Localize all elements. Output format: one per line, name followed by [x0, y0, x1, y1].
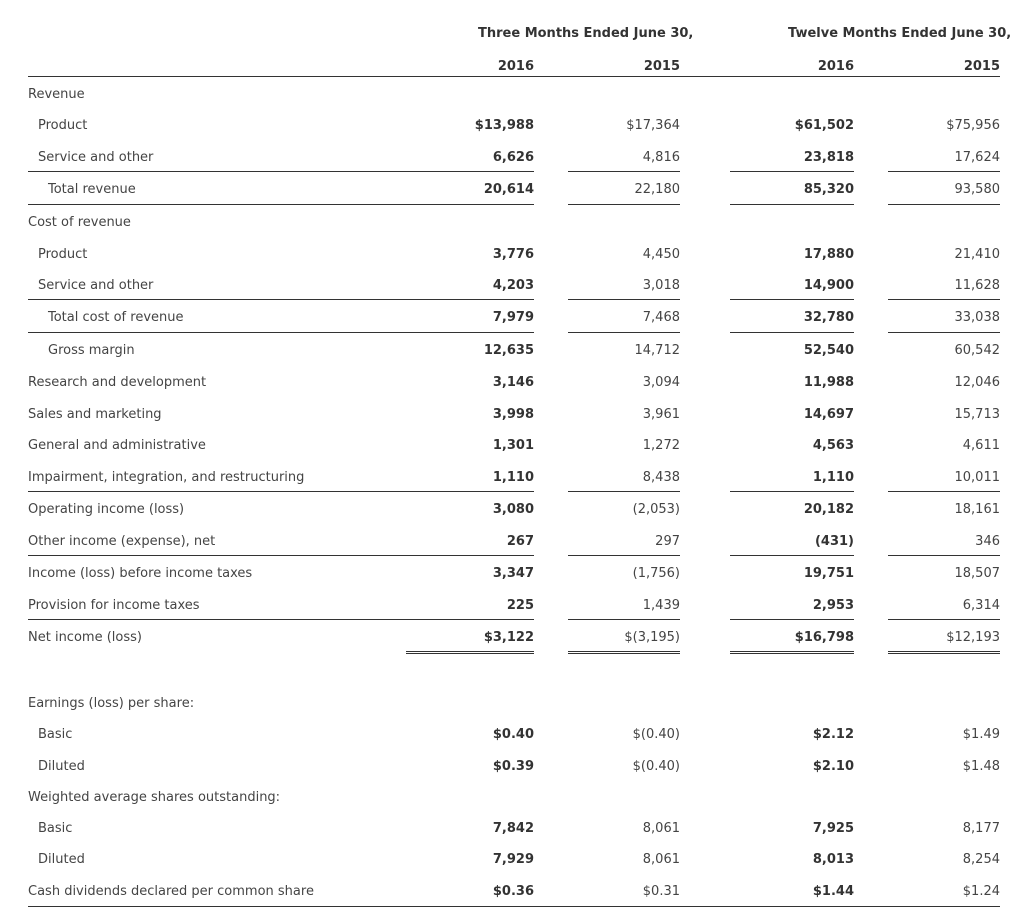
underline-rule [730, 491, 854, 492]
underline-rule [730, 299, 854, 300]
table-header [0, 0, 1024, 74]
row-value: 346 [975, 534, 1000, 549]
row-label: Weighted average shares outstanding: [28, 790, 281, 805]
row-value: $(0.40) [632, 727, 680, 742]
row-value: $1.49 [962, 727, 1000, 742]
row-value: 4,563 [812, 438, 854, 453]
table-row [0, 782, 1024, 814]
double-underline-rule [568, 651, 680, 654]
underline-rule [28, 555, 534, 556]
row-value: $17,364 [626, 118, 680, 133]
row-value: $12,193 [946, 630, 1000, 645]
row-value: 21,410 [954, 247, 1000, 262]
row-label: Sales and marketing [28, 407, 162, 422]
row-value: $1.48 [962, 759, 1000, 774]
underline-rule [568, 171, 680, 172]
row-value: 1,272 [642, 438, 680, 453]
row-label: Operating income (loss) [28, 502, 185, 517]
row-value: 4,450 [642, 247, 680, 262]
underline-rule [888, 171, 1000, 172]
header-year: 2015 [963, 59, 1000, 74]
row-label: Cost of revenue [28, 215, 131, 230]
row-label: Net income (loss) [28, 630, 142, 645]
row-value: 15,713 [954, 407, 1000, 422]
row-label: Total cost of revenue [48, 310, 184, 325]
row-value: 2,953 [812, 598, 854, 613]
row-value: 7,929 [492, 852, 534, 867]
row-value: $16,798 [794, 630, 854, 645]
row-value: 33,038 [954, 310, 1000, 325]
row-value: $1.44 [812, 884, 854, 899]
row-label: Service and other [38, 278, 154, 293]
table-row [0, 79, 1024, 111]
table-row [0, 110, 1024, 142]
row-value: $(0.40) [632, 759, 680, 774]
underline-rule [568, 555, 680, 556]
row-value: 3,776 [492, 247, 534, 262]
underline-rule [730, 332, 854, 333]
double-underline-rule [406, 651, 534, 654]
row-value: 10,011 [954, 470, 1000, 485]
row-value: 20,614 [483, 182, 534, 197]
underline-rule [730, 204, 854, 205]
row-value: 32,780 [803, 310, 854, 325]
table-row [0, 494, 1024, 526]
underline-rule [28, 906, 1000, 907]
row-value: 3,961 [642, 407, 680, 422]
row-label: Revenue [28, 87, 85, 102]
underline-rule [730, 555, 854, 556]
row-label: Product [38, 247, 88, 262]
row-value: 7,468 [642, 310, 680, 325]
row-value: 8,177 [962, 821, 1000, 836]
row-label: General and administrative [28, 438, 206, 453]
row-value: 3,080 [492, 502, 534, 517]
row-label: Basic [38, 727, 73, 742]
double-underline-rule [730, 651, 854, 654]
row-value: 3,018 [642, 278, 680, 293]
row-value: 85,320 [803, 182, 854, 197]
table-row [0, 399, 1024, 431]
row-label: Product [38, 118, 88, 133]
underline-rule [568, 332, 680, 333]
row-value: 6,626 [492, 150, 534, 165]
row-label: Gross margin [48, 343, 135, 358]
row-value: 14,900 [803, 278, 854, 293]
underline-rule [568, 204, 680, 205]
table-row [0, 558, 1024, 590]
row-value: 3,998 [492, 407, 534, 422]
row-value: $0.36 [492, 884, 534, 899]
table-row [0, 174, 1024, 206]
row-value: $0.31 [642, 884, 680, 899]
row-value: $1.24 [962, 884, 1000, 899]
underline-rule [888, 204, 1000, 205]
row-value: 12,046 [954, 375, 1000, 390]
row-value: $2.10 [812, 759, 854, 774]
underline-rule [888, 491, 1000, 492]
row-value: 17,624 [954, 150, 1000, 165]
table-row [0, 590, 1024, 622]
table-row [0, 335, 1024, 367]
header-group-twelve-months: Twelve Months Ended June 30, [788, 26, 1012, 41]
table-row [0, 239, 1024, 271]
underline-rule [568, 491, 680, 492]
row-value: 14,697 [803, 407, 854, 422]
row-value: 60,542 [954, 343, 1000, 358]
table-row [0, 302, 1024, 334]
row-value: 267 [506, 534, 534, 549]
table-row [0, 751, 1024, 783]
row-value: 1,301 [492, 438, 534, 453]
double-underline-rule [888, 651, 1000, 654]
row-value: $2.12 [812, 727, 854, 742]
table-row [0, 688, 1024, 720]
row-value: $75,956 [946, 118, 1000, 133]
row-label: Earnings (loss) per share: [28, 696, 195, 711]
row-value: 3,094 [642, 375, 680, 390]
table-row [0, 622, 1024, 654]
table-row [0, 430, 1024, 462]
underline-rule [28, 491, 534, 492]
row-value: 3,347 [492, 566, 534, 581]
row-value: (2,053) [632, 502, 680, 517]
underline-rule [888, 299, 1000, 300]
row-value: 8,013 [812, 852, 854, 867]
row-value: 18,507 [954, 566, 1000, 581]
underline-rule [28, 332, 534, 333]
row-value: 7,842 [492, 821, 534, 836]
table-row [0, 876, 1024, 908]
underline-rule [568, 619, 680, 620]
underline-rule [28, 619, 534, 620]
row-value: $61,502 [794, 118, 854, 133]
row-value: (1,756) [632, 566, 680, 581]
row-value: $(3,195) [624, 630, 680, 645]
row-label: Diluted [38, 852, 85, 867]
underline-rule [28, 204, 534, 205]
table-row [0, 367, 1024, 399]
row-value: 52,540 [803, 343, 854, 358]
row-label: Impairment, integration, and restructuring [28, 470, 305, 485]
table-row [0, 207, 1024, 239]
row-value: 7,925 [812, 821, 854, 836]
underline-rule [888, 619, 1000, 620]
row-value: 17,880 [803, 247, 854, 262]
underline-rule [888, 332, 1000, 333]
row-label: Research and development [28, 375, 207, 390]
row-label: Income (loss) before income taxes [28, 566, 253, 581]
row-value: $0.40 [492, 727, 534, 742]
row-value: 7,979 [492, 310, 534, 325]
underline-rule [730, 619, 854, 620]
row-value: 225 [506, 598, 534, 613]
row-value: 11,628 [954, 278, 1000, 293]
row-value: 18,161 [954, 502, 1000, 517]
row-value: 8,254 [962, 852, 1000, 867]
row-value: 8,438 [642, 470, 680, 485]
table-row [0, 719, 1024, 751]
row-label: Diluted [38, 759, 85, 774]
row-value: 22,180 [634, 182, 680, 197]
row-value: 12,635 [483, 343, 534, 358]
row-value: 1,110 [812, 470, 854, 485]
row-value: 11,988 [803, 375, 854, 390]
row-value: (431) [814, 534, 854, 549]
underline-rule [28, 171, 534, 172]
table-row [0, 142, 1024, 174]
row-value: 8,061 [642, 852, 680, 867]
row-value: 3,146 [492, 375, 534, 390]
table-row [0, 813, 1024, 845]
header-rule [28, 76, 1000, 77]
row-value: 14,712 [634, 343, 680, 358]
row-label: Service and other [38, 150, 154, 165]
table-row [0, 844, 1024, 876]
row-label: Total revenue [48, 182, 136, 197]
table-row [0, 526, 1024, 558]
row-label: Cash dividends declared per common share [28, 884, 314, 899]
row-value: 1,439 [642, 598, 680, 613]
row-value: 20,182 [803, 502, 854, 517]
row-label: Other income (expense), net [28, 534, 216, 549]
header-year: 2015 [643, 59, 680, 74]
underline-rule [568, 299, 680, 300]
row-value: 19,751 [803, 566, 854, 581]
header-year: 2016 [817, 59, 854, 74]
row-value: 4,611 [962, 438, 1000, 453]
row-value: 23,818 [803, 150, 854, 165]
row-value: 4,203 [492, 278, 534, 293]
header-group-three-months: Three Months Ended June 30, [478, 26, 694, 41]
row-value: 4,816 [642, 150, 680, 165]
row-value: 6,314 [962, 598, 1000, 613]
row-label: Provision for income taxes [28, 598, 200, 613]
row-value: 297 [655, 534, 680, 549]
row-value: $3,122 [483, 630, 534, 645]
table-row [0, 462, 1024, 494]
underline-rule [730, 171, 854, 172]
row-value: 1,110 [492, 470, 534, 485]
row-value: $13,988 [474, 118, 534, 133]
row-value: $0.39 [492, 759, 534, 774]
underline-rule [28, 299, 534, 300]
row-value: 93,580 [954, 182, 1000, 197]
row-label: Basic [38, 821, 73, 836]
table-row [0, 270, 1024, 302]
header-year: 2016 [497, 59, 534, 74]
underline-rule [888, 555, 1000, 556]
row-value: 8,061 [642, 821, 680, 836]
